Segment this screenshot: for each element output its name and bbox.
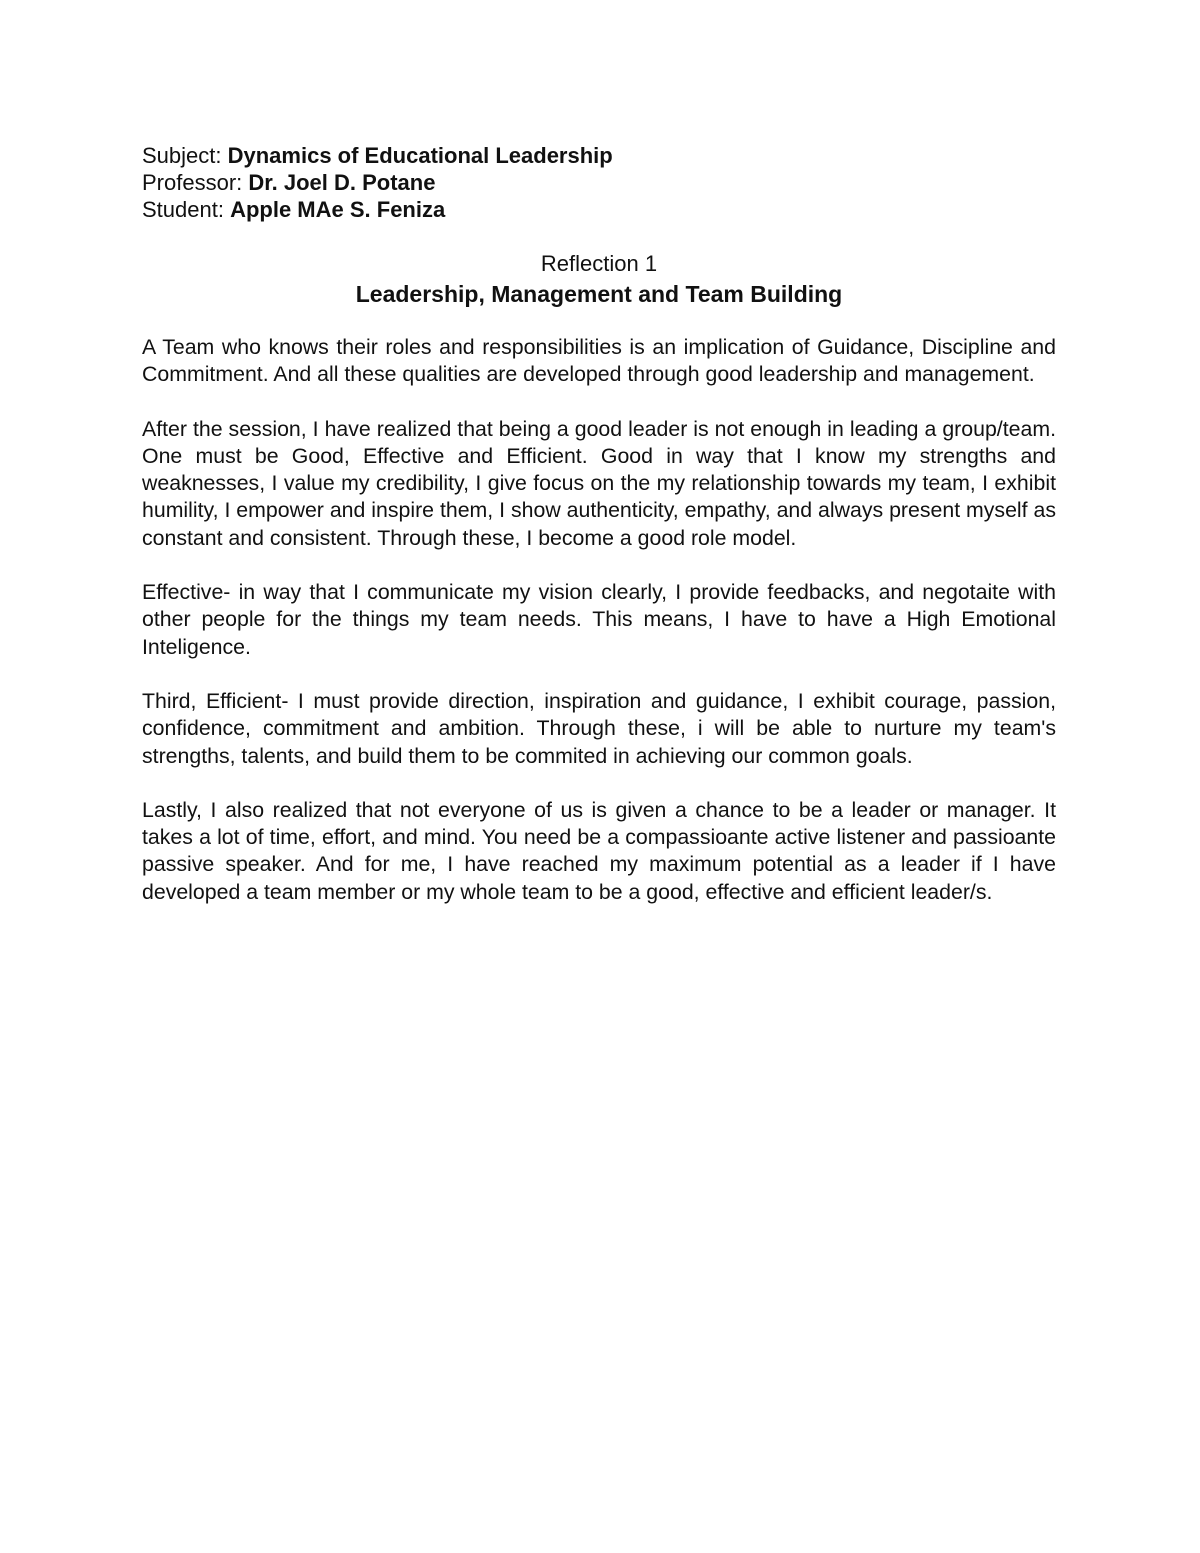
student-line [142,196,1056,223]
professor-line [142,169,1056,196]
paragraph-2: After the session, I have realized that being a good leader is not enough in leading a group/team. One must be Good, Effective and Efficient. Good in way that I know my strengths and weaknesses, I value my credibility, I give focus on the my relationship towards my team, I exhibit humility, I empower and inspire them, I show authenticity, empathy, and always present myself as constant and consistent. Through these, I become a good role model. [142,416,1056,550]
document-body [142,334,1056,933]
student-value: Apple MAe S. Feniza [230,197,446,222]
document-page [142,142,1056,904]
reflection-number: Reflection 1 [540,251,658,276]
professor-value: Dr. Joel D. Potane [248,170,436,195]
student-label: Student: [142,197,224,222]
subject-value: Dynamics of Educational Leadership [227,143,613,168]
subject-label: Subject: [142,143,222,168]
paragraph-1: A Team who knows their roles and responsibilities is an implication of Guidance, Discipline and Commitment. And all these qualities are developed through good leadership and management. [142,335,1056,387]
professor-label: Professor: [142,170,243,195]
subject-line [142,142,1056,169]
document-title: Leadership, Management and Team Building [355,281,843,307]
paragraph-4: Third, Efficient- I must provide direction, inspiration and guidance, I exhibit courage, passion, confidence, commitment and ambition. Through these, i will be able to nurture my team's strengths, talents, and build them to be commited in achieving our common goals. [142,688,1056,768]
paragraph-3: Effective- in way that I communicate my vision clearly, I provide feedbacks, and negotaite with other people for the things my team needs. This means, I have to have a High Emotional Inteligence. [142,580,1056,659]
paragraph-5: Lastly, I also realized that not everyone of us is given a chance to be a leader or manager. It takes a lot of time, effort, and mind. You need be a compassioante active listener and passioante passive speaker. And for me, I have reached my maximum potential as a leader if I have developed a team member or my whole team to be a good, effective and efficient leader/s. [142,797,1056,904]
